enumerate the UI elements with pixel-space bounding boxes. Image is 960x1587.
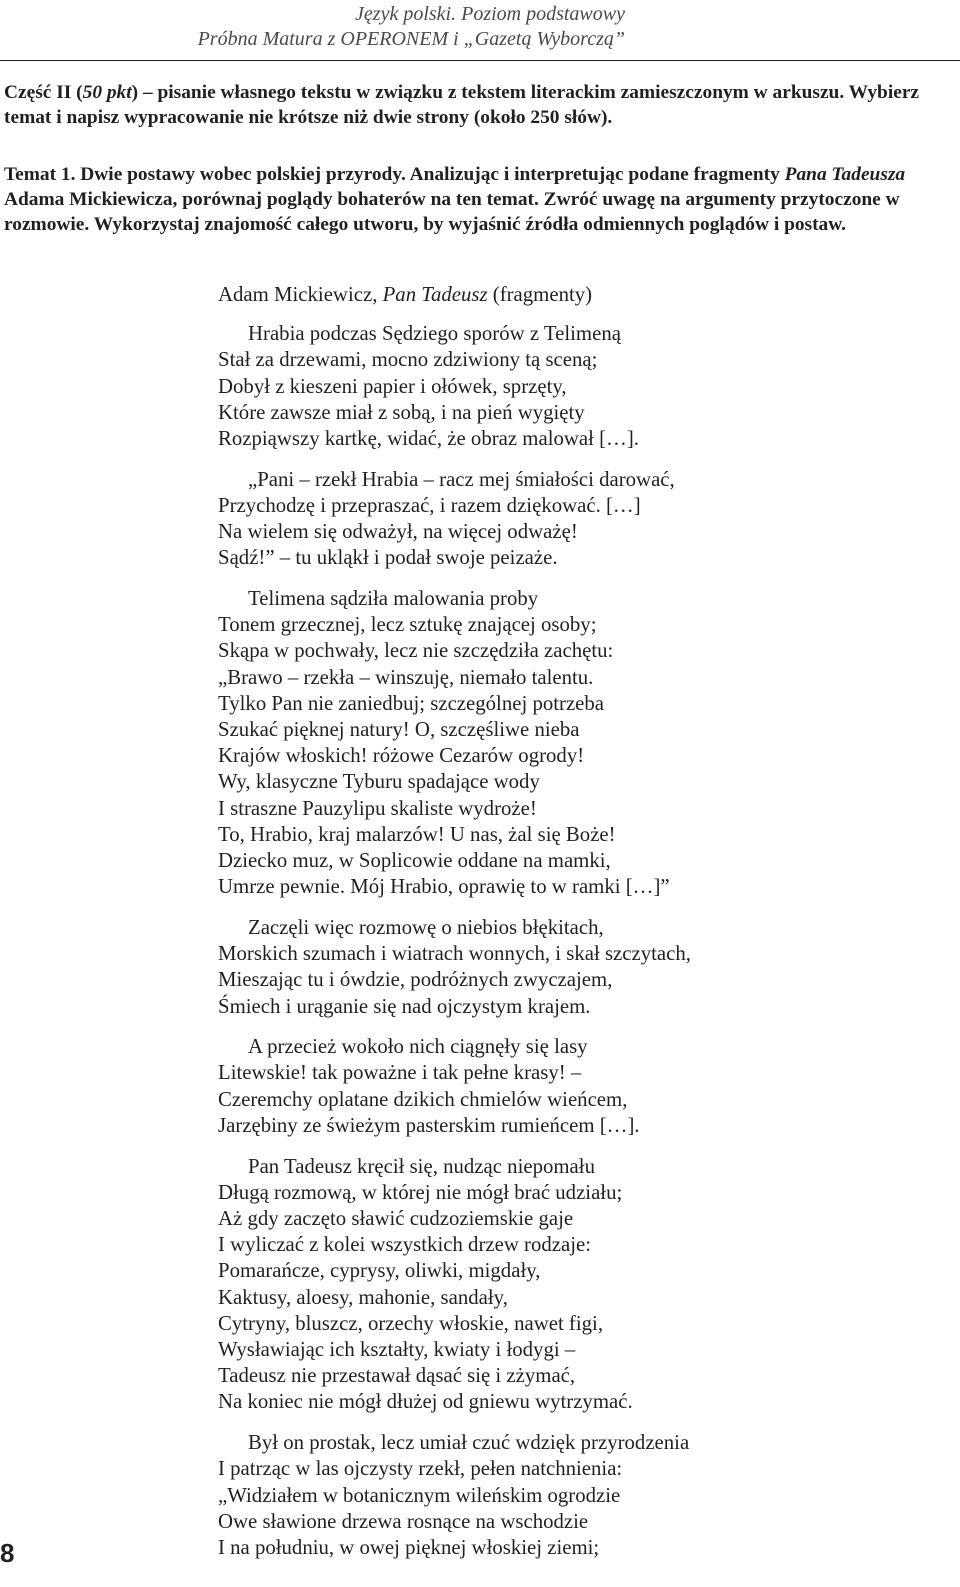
part-intro bbox=[4, 80, 956, 130]
poem-line: Tylko Pan nie zaniedbuj; szczególnej potrzeba bbox=[218, 691, 605, 715]
topic-work-title: Pana Tadeusza bbox=[784, 164, 906, 185]
poem-line: Telimena sądziła malowania proby bbox=[248, 587, 539, 611]
poem-line: Czeremchy oplatane dzikich chmielów wieńcem, bbox=[218, 1087, 628, 1111]
stanza bbox=[218, 1034, 938, 1139]
stanza bbox=[218, 1154, 938, 1416]
poem-line: I straszne Pauzylipu skaliste wydroże! bbox=[218, 796, 537, 820]
poem-line: Umrze pewnie. Mój Hrabio, oprawię to w ramki […]” bbox=[218, 875, 670, 899]
poem-line: I na południu, w owej pięknej włoskiej ziemi; bbox=[218, 1535, 600, 1559]
poem-line: Które zawsze miał z sobą, i na pień wygięty bbox=[218, 400, 585, 424]
stanza bbox=[218, 321, 938, 452]
poem-line: Zaczęli więc rozmowę o niebios błękitach, bbox=[248, 915, 604, 939]
topic-text: Temat 1. Dwie postawy wobec polskiej przyrody. Analizując i interpretując podane fragmenty bbox=[4, 164, 785, 185]
poem-line: Wy, klasyczne Tyburu spadające wody bbox=[218, 770, 540, 794]
poem-line: Tadeusz nie przestawał dąsać się i zżymać, bbox=[218, 1364, 576, 1388]
poem-title-note: (fragmenty) bbox=[487, 283, 593, 306]
poem-line: Morskich szumach i wiatrach wonnych, i skał szczytach, bbox=[218, 942, 691, 966]
poem-line: Litewskie! tak poważne i tak pełne krasy! – bbox=[218, 1061, 582, 1085]
poem-line: To, Hrabio, kraj malarzów! U nas, żal się Boże! bbox=[218, 822, 616, 846]
part-intro-text: Część II ( bbox=[4, 82, 83, 103]
poem-line: Dobył z kieszeni papier i ołówek, sprzęty, bbox=[218, 374, 567, 398]
poem-line: Skąpa w pochwały, lecz nie szczędziła zachętu: bbox=[218, 639, 614, 663]
poem-excerpt bbox=[218, 282, 938, 1576]
poem-line: Aż gdy zaczęto sławić cudzoziemskie gaje bbox=[218, 1207, 574, 1230]
poem-line: A przecież wokoło nich ciągnęły się lasy bbox=[248, 1035, 588, 1059]
topic-1 bbox=[4, 162, 956, 237]
poem-line: „Brawo – rzekła – winszuję, niemało talentu. bbox=[218, 665, 594, 689]
stanza bbox=[218, 586, 938, 900]
poem-line: Na koniec nie mógł dłużej od gniewu wytrzymać. bbox=[218, 1390, 633, 1414]
stanza bbox=[218, 467, 938, 572]
poem-line: Tonem grzecznej, lecz sztukę znającej osoby; bbox=[218, 613, 597, 637]
poem-line: Długą rozmową, w której nie mógł brać udziału; bbox=[218, 1180, 623, 1204]
poem-line: I patrząc w las ojczysty rzekł, pełen natchnienia: bbox=[218, 1457, 623, 1481]
topic-text-2: Adama Mickiewicza, porównaj poglądy bohaterów na ten temat. Zwróć uwagę na argumenty przytoczone w rozmowie. Wykorzystaj znajomość całego utworu, by wyjaśnić źródła odmiennych poglądów i postaw. bbox=[4, 189, 900, 235]
poem-line: Przychodzę i przepraszać, i razem dziękować. […] bbox=[218, 493, 641, 517]
part-intro-text-2: ) – pisanie własnego tekstu w związku z tekstem literackim zamieszczonym w arkuszu. Wybierz temat i napisz wypracowanie nie krótsze niż dwie strony (około 250 słów). bbox=[4, 82, 920, 128]
poem-line: I wyliczać z kolei wszystkich drzew rodzaje: bbox=[218, 1233, 592, 1257]
header-exam-title: Próbna Matura z OPERONEM i „Gazetą Wyborczą” bbox=[197, 28, 625, 50]
poem-line: Szukać pięknej natury! O, szczęśliwe nieba bbox=[218, 718, 580, 742]
poem-line: Hrabia podczas Sędziego sporów z Telimeną bbox=[248, 322, 621, 346]
poem-line: Wysławiając ich kształty, kwiaty i łodygi – bbox=[218, 1338, 576, 1362]
poem-title bbox=[218, 282, 938, 308]
stanza bbox=[218, 915, 938, 1020]
poem-line: Stał za drzewami, mocno zdziwiony tą sceną; bbox=[218, 348, 598, 372]
poem-stanzas bbox=[218, 321, 938, 1561]
part-points: 50 pkt bbox=[82, 82, 132, 103]
poem-line: Sądź!” – tu ukląkł i podał swoje peizaże. bbox=[218, 546, 558, 570]
poem-line: Owe sławione drzewa rosnące na wschodzie bbox=[218, 1509, 589, 1533]
poem-line: Na wielem się odważył, na więcej odważę! bbox=[218, 520, 578, 544]
stanza bbox=[218, 1430, 938, 1561]
poem-line: „Widziałem w botanicznym wileńskim ogrodzie bbox=[218, 1483, 621, 1507]
poem-line: Pan Tadeusz kręcił się, nudząc niepomału bbox=[248, 1154, 595, 1178]
task-instructions bbox=[4, 80, 956, 237]
poem-line: Pomarańcze, cyprysy, oliwki, migdały, bbox=[218, 1259, 541, 1283]
page-header bbox=[198, 2, 625, 52]
poem-work-title: Pan Tadeusz bbox=[382, 283, 488, 306]
poem-line: Krajów włoskich! różowe Cezarów ogrody! bbox=[218, 744, 585, 768]
poem-author: Adam Mickiewicz, bbox=[218, 283, 383, 306]
poem-line: Dziecko muz, w Soplicowie oddane na mamki, bbox=[218, 849, 611, 873]
poem-line: Cytryny, bluszcz, orzechy włoskie, nawet figi, bbox=[218, 1311, 604, 1335]
poem-line: „Pani – rzekł Hrabia – racz mej śmiałości darować, bbox=[248, 467, 675, 491]
header-subject: Język polski. Poziom podstawowy bbox=[355, 3, 625, 25]
header-divider bbox=[0, 60, 960, 61]
poem-line: Śmiech i urąganie się nad ojczystym krajem. bbox=[218, 994, 591, 1018]
poem-line: Kaktusy, aloesy, mahonie, sandały, bbox=[218, 1285, 508, 1309]
poem-line: Rozpiąwszy kartkę, widać, że obraz malował […]. bbox=[218, 427, 639, 451]
page-number: 8 bbox=[0, 1538, 15, 1568]
poem-line: Jarzębiny ze świeżym pasterskim rumieńcem […]. bbox=[218, 1113, 640, 1137]
poem-line: Mieszając tu i ówdzie, podróżnych zwyczajem, bbox=[218, 968, 613, 992]
poem-line: Był on prostak, lecz umiał czuć wdzięk przyrodzenia bbox=[248, 1431, 690, 1455]
